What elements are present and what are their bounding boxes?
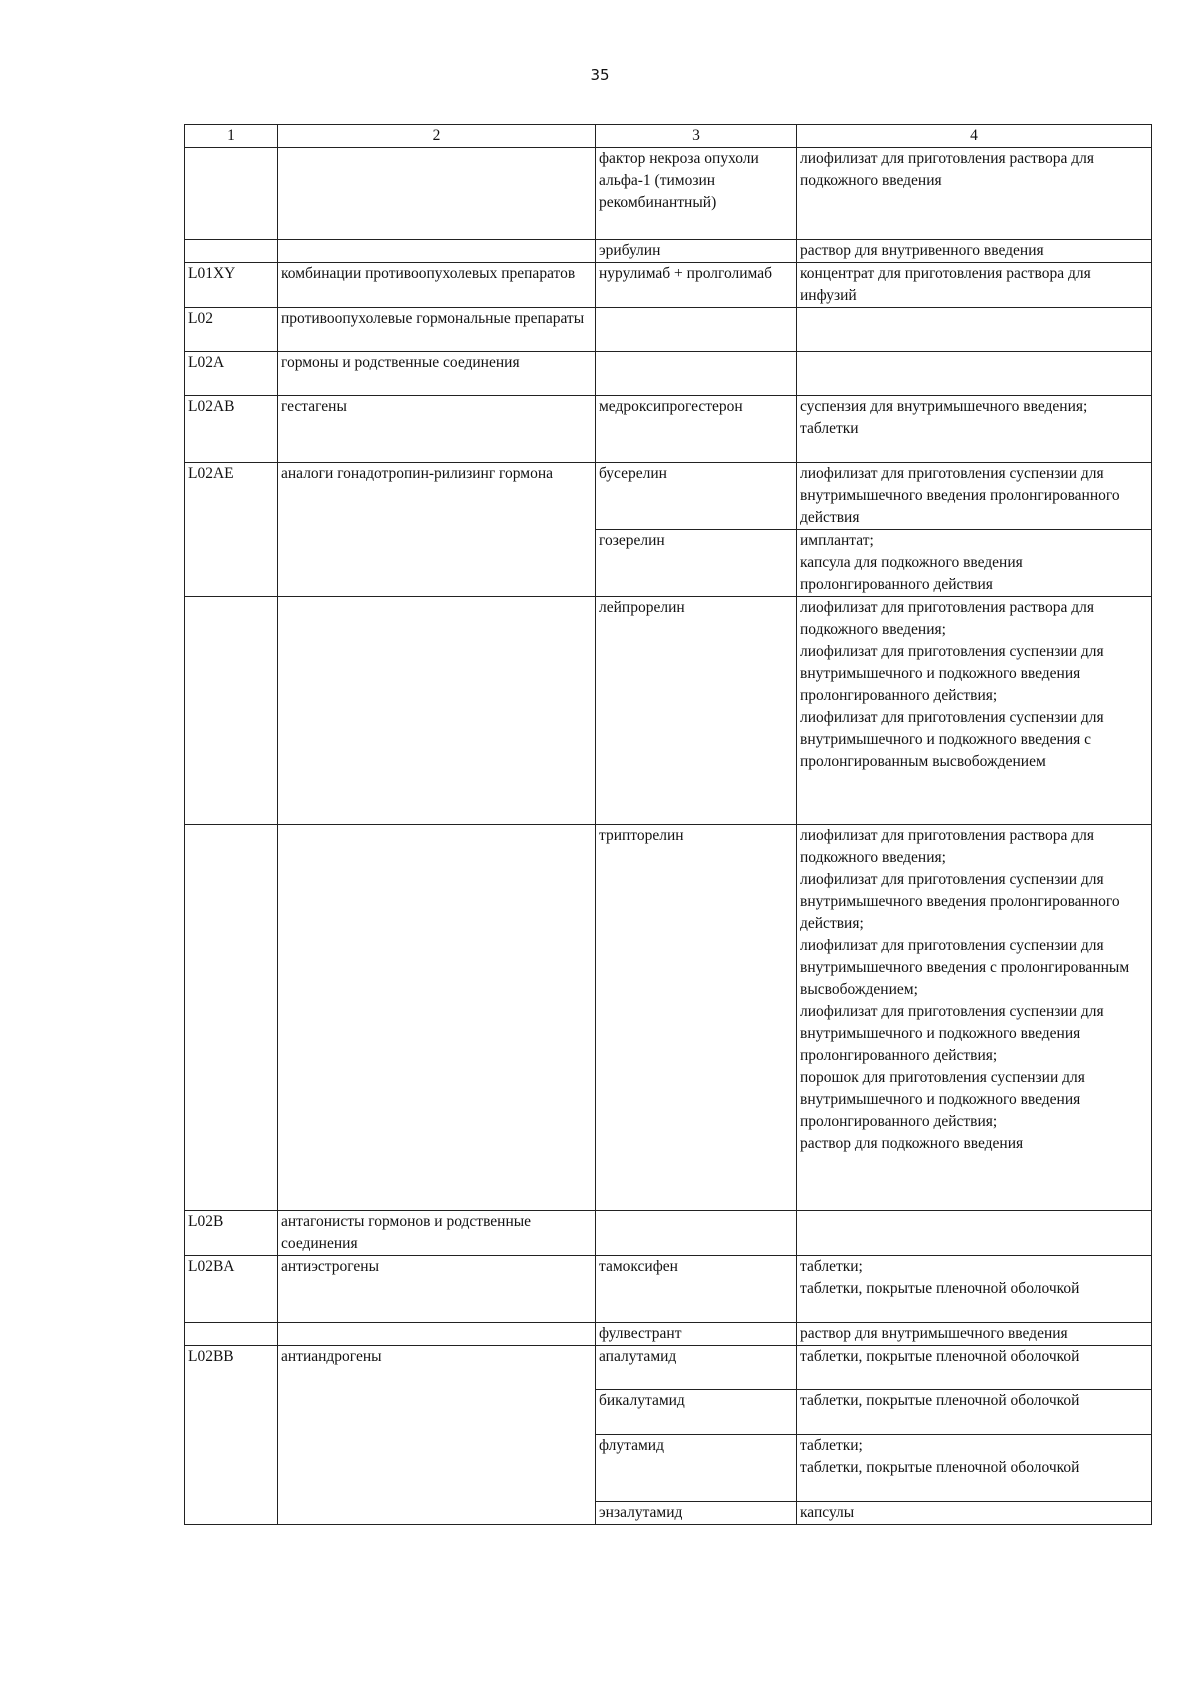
code-cell (185, 148, 278, 240)
group-cell (278, 597, 596, 825)
drug-cell: эрибулин (596, 240, 797, 263)
drug-cell (596, 352, 797, 396)
page-number: 35 (590, 66, 610, 84)
table-row (185, 1323, 1152, 1346)
code-cell (185, 1323, 278, 1346)
drug-table (184, 124, 1152, 1525)
form-cell: раствор для внутривенного введения (797, 240, 1152, 263)
group-cell: комбинации противоопухолевых препаратов (278, 263, 596, 308)
code-cell (185, 530, 278, 597)
drug-cell: фулвестрант (596, 1323, 797, 1346)
code-cell: L02BA (185, 1256, 278, 1323)
form-cell (797, 1211, 1152, 1256)
group-cell: гормоны и родственные соединения (278, 352, 596, 396)
table-row (185, 1256, 1152, 1323)
table-row (185, 1390, 1152, 1435)
form-cell (797, 352, 1152, 396)
table-row (185, 352, 1152, 396)
group-cell (278, 1502, 596, 1525)
table-row (185, 148, 1152, 240)
header-cell: 3 (596, 125, 797, 148)
group-cell (278, 530, 596, 597)
table-row (185, 463, 1152, 530)
drug-cell: бикалутамид (596, 1390, 797, 1435)
group-cell (278, 1390, 596, 1435)
form-cell: суспензия для внутримышечного введения; таблетки (797, 396, 1152, 463)
form-cell (797, 308, 1152, 352)
drug-cell: тамоксифен (596, 1256, 797, 1323)
code-cell (185, 597, 278, 825)
code-cell (185, 1435, 278, 1502)
group-cell: противоопухолевые гормональные препараты (278, 308, 596, 352)
table-row (185, 240, 1152, 263)
form-cell: таблетки; таблетки, покрытые пленочной оболочкой (797, 1256, 1152, 1323)
form-cell: раствор для внутримышечного введения (797, 1323, 1152, 1346)
group-cell (278, 148, 596, 240)
header-cell: 4 (797, 125, 1152, 148)
form-cell: имплантат; капсула для подкожного введения пролонгированного действия (797, 530, 1152, 597)
drug-cell: гозерелин (596, 530, 797, 597)
drug-cell: бусерелин (596, 463, 797, 530)
drug-cell: энзалутамид (596, 1502, 797, 1525)
group-cell (278, 1323, 596, 1346)
table-row (185, 308, 1152, 352)
form-cell: таблетки, покрытые пленочной оболочкой (797, 1346, 1152, 1390)
group-cell: антагонисты гормонов и родственные соединения (278, 1211, 596, 1256)
code-cell: L02B (185, 1211, 278, 1256)
form-cell: концентрат для приготовления раствора для инфузий (797, 263, 1152, 308)
table-row (185, 1435, 1152, 1502)
group-cell (278, 240, 596, 263)
header-cell: 1 (185, 125, 278, 148)
table-row (185, 825, 1152, 1211)
form-cell: лиофилизат для приготовления раствора для подкожного введения; лиофилизат для приготовления суспензии для внутримышечного и подкожного введения пролонгированного действия; лиофилизат для приготовления суспензии для внутримышечного и подкожного введения с пролонгированным высвобождением (797, 597, 1152, 825)
code-cell: L02AE (185, 463, 278, 530)
drug-cell (596, 1211, 797, 1256)
code-cell: L02BB (185, 1346, 278, 1390)
form-cell: лиофилизат для приготовления раствора для подкожного введения (797, 148, 1152, 240)
table-row (185, 396, 1152, 463)
table-row (185, 1346, 1152, 1390)
code-cell: L01XY (185, 263, 278, 308)
header-row (185, 125, 1152, 148)
code-cell (185, 825, 278, 1211)
table-row (185, 1211, 1152, 1256)
code-cell: L02A (185, 352, 278, 396)
table-row (185, 597, 1152, 825)
drug-cell: трипторелин (596, 825, 797, 1211)
header-cell: 2 (278, 125, 596, 148)
form-cell: таблетки; таблетки, покрытые пленочной оболочкой (797, 1435, 1152, 1502)
drug-cell: нурулимаб + пролголимаб (596, 263, 797, 308)
form-cell: таблетки, покрытые пленочной оболочкой (797, 1390, 1152, 1435)
drug-cell: лейпрорелин (596, 597, 797, 825)
drug-cell: флутамид (596, 1435, 797, 1502)
code-cell: L02 (185, 308, 278, 352)
form-cell: лиофилизат для приготовления раствора для подкожного введения; лиофилизат для приготовления суспензии для внутримышечного введения пролонгированного действия; лиофилизат для приготовления суспензии для внутримышечного введения с пролонгированным высвобождением; лиофилизат для приготовления суспензии для внутримышечного и подкожного введения пролонгированного действия; порошок для приготовления суспензии для внутримышечного и подкожного введения пролонгированного действия; раствор для подкожного введения (797, 825, 1152, 1211)
group-cell: антиэстрогены (278, 1256, 596, 1323)
group-cell: аналоги гонадотропин-рилизинг гормона (278, 463, 596, 530)
group-cell (278, 1435, 596, 1502)
code-cell (185, 1502, 278, 1525)
code-cell (185, 240, 278, 263)
code-cell: L02AB (185, 396, 278, 463)
form-cell: капсулы (797, 1502, 1152, 1525)
group-cell (278, 825, 596, 1211)
table-row (185, 530, 1152, 597)
drug-cell (596, 308, 797, 352)
group-cell: антиандрогены (278, 1346, 596, 1390)
table-row (185, 263, 1152, 308)
drug-cell: апалутамид (596, 1346, 797, 1390)
drug-cell: фактор некроза опухоли альфа-1 (тимозин рекомбинантный) (596, 148, 797, 240)
table-row (185, 1502, 1152, 1525)
drug-cell: медроксипрогестерон (596, 396, 797, 463)
code-cell (185, 1390, 278, 1435)
form-cell: лиофилизат для приготовления суспензии для внутримышечного введения пролонгированного действия (797, 463, 1152, 530)
group-cell: гестагены (278, 396, 596, 463)
